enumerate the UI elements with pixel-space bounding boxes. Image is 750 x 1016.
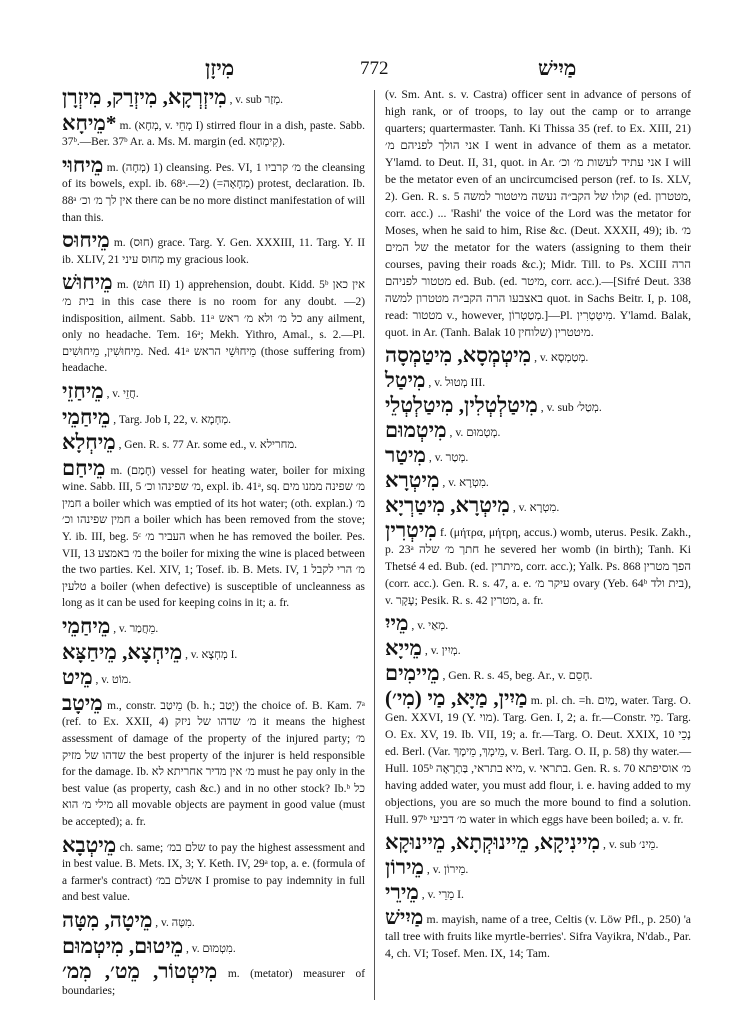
dictionary-entry [385,469,691,491]
entry-headword: מִיטַלְטְלִין, מִיטַלְטְלֵי [385,393,538,417]
left-column [62,86,365,1002]
entry-text: m. (חָמַם) vessel for heating water, boiler for mixing wine. Sabb. III, 5 מ׳ שפינהו וכ׳, expl. ib. 41ᵃ, sq. מ׳ שפינה ממנו מים חמין a boiler which was emptied of its hot water; (oth. explan.) מ׳ חמין שפינהו וכ׳ a boiler which has been removed from the stove; Y. ib. III, beg. 5ᶜ העביר מ׳ when he has removed the boiler. Pes. VII, 13 מ׳ באמצע the boiler for mixing the wine is placed between the two parties. Kel. XIV, 1; Tosef. ib. B. Mets. IV, 1 מ׳ הרי לקבל טלעין a boiler (when defective) is susceptible of uncleanness as long as it can be used for keeping coins in it; a. fr. [62,464,365,610]
entry-text: , v. מְטַמְסָא. [534,351,589,364]
dictionary-entry [62,406,365,429]
dictionary-entry [385,881,691,903]
entry-headword: מִיטְמְסָא, מִיטַמְסָה [385,343,532,367]
entry-text: , v. חֲזֵי. [106,387,139,400]
entry-headword: מֵיטְבָא [62,832,117,857]
entry-headword: מִיטְרִין [385,518,437,542]
entry-text: (v. Sm. Ant. s. v. Castra) officer sent in advance of persons of high rank, or of troops, to lay out the camp or to arrange quarters; quartermaster. Tanh. Ki Thissa 35 (ref. to Ex. XIII, 21) אני הולך לפניהם מ׳ I went in advance of them as a metator. Y'lamd. to Deut. II, 31, quot. in Ar. אני עתיד לעשות מ׳ וכ׳ I will be the metator even of an uncircumcised person (ref. to Is. XLV, 2). Gen. R. s. 5 קולו של הקב״ה נעשה מיטטור למשה (ed. מטטרון, corr. acc.) ... 'Rashi' the voice of the Lord was the metator for Moses, when he said to him, Rise &c. (Deut. XXXII, 49); ib. מ׳ של המים the metator for the waters (assigning to them their courses, paving their roads &c.); Midr. Till. to Ps. XCIII הרה מטטור לפניהם ed. Bub. (ed. מיטר, corr. acc.).—[Sifré Deut. 338 באצבעו הרה הקב״ה מטטרון למשה quot. in Sachs Beitr. I, p. 108, read: מטטור v., however, מְטַטְרוֹן.]—Pl. מִיטְטְרִין. Y'lamd. Balak, quot. in Ar. (Tanh. Balak 10 שלוחין) מיטטרין. [385,88,692,339]
header-left-word: מִיזָן [205,56,235,80]
dictionary-entry [385,344,691,366]
entry-headword: מִיטַל [385,368,426,392]
dictionary-entry [385,612,691,634]
dictionary-entry [62,271,365,377]
entry-headword: מִיטְרָא, מִיטַרְיָא [385,493,510,517]
entry-headword: מֵיטוּם, מִיטְמוּם [62,933,184,958]
entry-headword: מֵיחַמֵי [62,614,111,639]
dictionary-entry [62,960,365,999]
entry-text: , v. מִטְרָא. [512,501,560,514]
entry-headword: מֵיחוּי [62,152,104,177]
entry-headword: מֵיט [62,665,93,690]
page-number: 772 [360,58,389,79]
dictionary-entry [62,154,365,226]
entry-text: , v. sub מְטַל׳. [540,401,602,414]
entry-text: , v. מֵרֵי I. [421,888,464,901]
header-right-word: מַיִישׁ [538,56,577,80]
entry-headword: מִיינִיקָא, מֵיינוּקְתָא, מֵיינוּקָא [385,830,601,854]
page-header [0,56,750,82]
entry-headword: מֵיימִים [385,661,440,685]
entry-text: , v. מְטְמוּם. [449,426,501,439]
dictionary-entry [62,935,365,958]
dictionary-entry [62,86,365,109]
entry-headword: מֵיחַזֵי [62,378,104,403]
dictionary-entry [385,86,691,341]
entry-headword: מֵיחְלָא [62,430,116,455]
dictionary-entry [62,615,365,638]
entry-headword: מַיִישׁ [385,905,424,929]
column-divider [374,90,375,1000]
entry-text: , v. מְטוּל III. [428,376,486,389]
entry-headword: מֵירוֹן [385,855,424,879]
entry-headword: מֵיחַם [62,455,106,480]
entry-text: , v. מִטְרָא. [442,476,489,489]
entry-headword: מֵייָא [385,636,422,660]
dictionary-entry [385,394,691,416]
entry-headword: מֵיטָה, מִטָּה [62,907,153,932]
entry-headword: מֵייִ [385,611,409,635]
entry-text: f. (μήτρα, μήτρη, accus.) womb, uterus. Pesik. Zakh., p. 23ᵃ חתך מ׳ שלה he severed her womb (in birth); Tanh. Ki Thetsé 4 ed. Bub. (ed. מיתרין, corr. acc.); Yalk. Ps. 868 הפך מטרין (corr. acc.). Gen. R. s. 47, a. e. עיקר מ׳ ovary (Yeb. 64ᵇ בית ולד), v. עָקָר; Pesik. R. s. 42 מטרין, a. fr. [385,526,691,607]
dictionary-entry [62,834,365,906]
entry-text: , v. מְטַר. [428,451,469,464]
entry-headword: מֵיחוּס [62,228,110,253]
entry-text: , Gen. R. s. 77 Ar. some ed., v. מחרילא. [118,439,297,452]
dictionary-entry [385,494,691,516]
right-column [385,86,691,965]
entry-text: , v. sub מְזַר. [229,94,283,106]
dictionary-entry [385,906,691,962]
entry-text: , v. מְאַי. [411,619,449,632]
dictionary-entry [385,444,691,466]
entry-headword: מִיטְמוּם [385,418,447,442]
dictionary-entry [385,856,691,878]
entry-headword: מֵיחוּשׁ [62,270,113,295]
entry-text: m. (metator) measurer of boundaries; [62,968,365,997]
entry-text: , v. מֵירוֹן. [426,863,469,876]
dictionary-entry [62,229,365,268]
dictionary-entry [62,666,365,689]
entry-text: m. mayish, name of a tree, Celtis (v. Löw Pfl., p. 250) 'a tall tree with fruits like myrtle-berries'. Sifra Vayikra, N'dab., Par. 4, ch. VI; Tosef. Men. IX, 14; Tam. [385,913,691,960]
entry-text: , v. מְיִין. [424,644,461,657]
entry-text: m. (מְחָה) 1) cleansing. Pes. VI, 1 מ׳ קרביו the cleansing of its bowels, expl. ib. 68ᵃ.—2) (=מְחָאָה) protest, declaration. Ib. 88ᵃ אין לך מ׳ וכ׳ there can be no more distinct manifestation of will than this. [62,161,366,224]
entry-text: , v. מוֹט. [95,674,132,687]
entry-text: m. (מְחָא, v. מְחֵי I) stirred flour in a dish, paste. Sabb. 37ᵇ.—Ber. 37ᵇ Ar. a. Ms. M. margin (ed. קִימְחָא). [62,119,365,149]
dictionary-entry [62,692,365,831]
dictionary-entry [62,457,365,612]
dictionary-entry [385,419,691,441]
entry-text: , Gen. R. s. 45, beg. Ar., v. חָסֵם. [442,669,593,682]
entry-headword: מִיזְרְקָא, מִיזְרַק, מִיזְרָן [62,85,227,109]
entry-text: m. (חוּס) grace. Targ. Y. Gen. XXXIII, 11. Targ. Y. II ib. XLIV, 21 מְחוּס עיני my gracious look. [62,237,366,266]
entry-text: ch. same; שלם במ׳ to pay the highest assessment and in best value. B. Mets. IX, 3; Y. Keth. IV, 29ᵃ top, a. e. (formula of a farmer's contract) אשלם במ׳ I promise to pay indemnity in full and best value. [62,841,365,904]
dictionary-entry [385,637,691,659]
dictionary-entry [62,909,365,932]
entry-headword: *מֵיחָא [62,110,117,135]
entry-headword: מִיטַר [385,443,426,467]
entry-headword: מַיִין, מַיָּא, מַי (מִי׳) [385,686,528,710]
dictionary-entry [62,641,365,664]
dictionary-entry [385,369,691,391]
dictionary-entry [385,831,691,853]
entry-text: m., constr. מֵיטַב (b. h.; יָטַב) the choice of. B. Kam. 7ᵃ (ref. to Ex. XXII, 4) מ׳ שדהו של ניזק it means the highest assessment of damage of the property of the injured party; מ׳ שדהו של מזיק the best property of the injurer is held responsible for the damage. Ib. מ׳ אין מדיר אחריתא לא must he pay only in the best value (as property, cash &c.) and in no other stock? Ib.ᵇ כל מילי מ׳ הוא all movable objects are payment in good value (must be accepted); a. fr. [62,699,365,828]
entry-headword: מֵיחְצָא, מֵיחַצָּא [62,639,183,664]
entry-text: , v. מֵחֲמַר. [113,623,159,636]
entry-headword: מֵיטָב [62,690,103,715]
dictionary-entry [62,112,365,151]
entry-text: , v. מְחְצָא I. [185,648,238,661]
entry-text: m. pl. ch. =h. מַיִם, water. Targ. O. Gen. XXVI, 19 (Y. מוי). Targ. Gen. I, 2; a. fr.—Constr. מֵי. Targ. O. Ex. XV, 19. Ib. VII, 19; a. fr.—Targ. O. Deut. XXIX, 10 נָכֵי ed. Berl. (Var. מֵימָךְ, מֵימָךְ, v. Berl. Targ. O. II, p. 58) thy water.—Hull. 105ᵇ מיא בתראי, בַּתְרָאָה, v. בתראי. Gen. R. s. 70 מ׳ אוסיפתא having added water, you must add flour, i. e. having added to my objections, you are so much the more bound to find a solution. Hull. 97ᵇ מ׳ דביעי water in which eggs have been boiled; a. v. fr. [385,694,692,826]
entry-text: , v. sub מֵינ׳. [603,838,659,851]
entry-text: , v. מִטָּה. [155,916,195,929]
entry-headword: מֵירֵי [385,880,419,904]
dictionary-entry [385,662,691,684]
dictionary-entry [385,687,691,828]
entry-headword: מִיטְרָא [385,468,440,492]
entry-text: , v. מִטְמוּם. [186,942,236,955]
dictionary-entry [385,519,691,609]
entry-text: , Targ. Job I, 22, v. מְחְמָא. [113,413,231,426]
dictionary-entry [62,431,365,454]
entry-text: m. (חוּשׁ II) 1) apprehension, doubt. Kidd. 5ᵇ אין כאן בית מ׳ in this case there is no room for any doubt. —2) indisposition, ailment. Sabb. 11ᵃ כל מ׳ ולא מ׳ ראש any ailment, only no headache. Tem. 16ᵃ; Mekh. Yithro, Amal., s. 2.—Pl. מֵיחוּשִׁין, מֵיחוּשִׁים. Ned. 41ᵃ מֵיחוּשֵׁי הראש (those suffering from) headache. [62,279,366,375]
entry-headword: מֵיחַמֵי [62,404,111,429]
dictionary-entry [62,380,365,403]
entry-headword: מִיטְטוֹר, מֵט׳, מִמ׳ [62,959,218,984]
